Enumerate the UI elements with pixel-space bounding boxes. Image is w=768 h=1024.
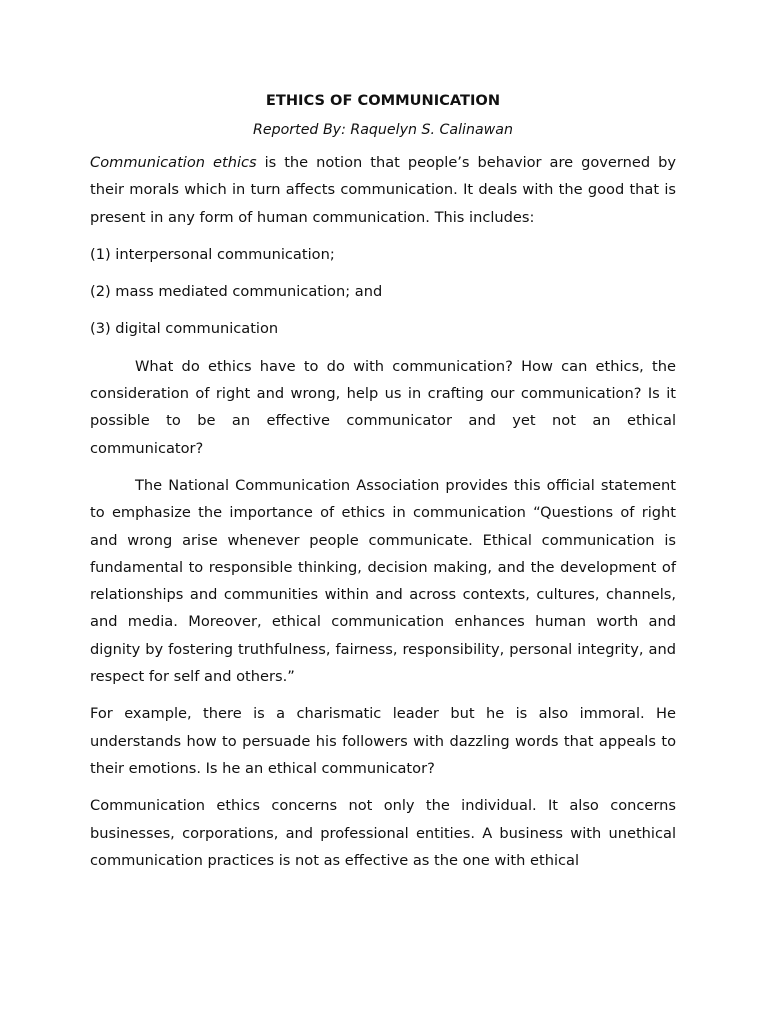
paragraph-nca-statement: The National Communication Association provides this official statement to emphasize the importance of ethics in communication “Questions of right and wrong arise whenever people communicate. Ethical communication is fundamental to responsible thinking, decision making, and the development of relationships and communities within and across contexts, cultures, channels, and media. Moreover, ethical communication enhances human worth and dignity by fostering truthfulness, fairness, responsibility, personal integrity, and respect for self and others.” — [90, 476, 676, 686]
paragraph-questions: What do ethics have to do with communication? How can ethics, the consideration of right and wrong, help us in crafting our communication? Is it possible to be an effective communicator and yet not an ethical communicator? — [90, 357, 676, 457]
intro-paragraph — [90, 149, 676, 231]
list-item-2: (2) mass mediated communication; and — [90, 283, 383, 301]
intro-term: Communication ethics — [90, 154, 257, 171]
document-title: ETHICS OF COMMUNICATION — [265, 92, 501, 109]
list-item-3: (3) digital communication — [90, 320, 279, 338]
document-body — [90, 90, 676, 884]
list-item-1: (1) interpersonal communication; — [90, 245, 335, 263]
paragraph-example: For example, there is a charismatic leader but he is also immoral. He understands how to persuade his followers with dazzling words that appeals to their emotions. Is he an ethical communicator? — [90, 705, 676, 777]
document-byline: Reported By: Raquelyn S. Calinawan — [253, 122, 513, 138]
paragraph-business: Communication ethics concerns not only the individual. It also concerns businesses, corporations, and professional entities. A business with unethical communication practices is not as effective as the one with ethical — [90, 797, 676, 869]
intro-text: is the notion that people’s behavior are governed by their morals which in turn affects communication. It deals with the good that is present in any form of human communication. This includes: — [90, 154, 676, 226]
